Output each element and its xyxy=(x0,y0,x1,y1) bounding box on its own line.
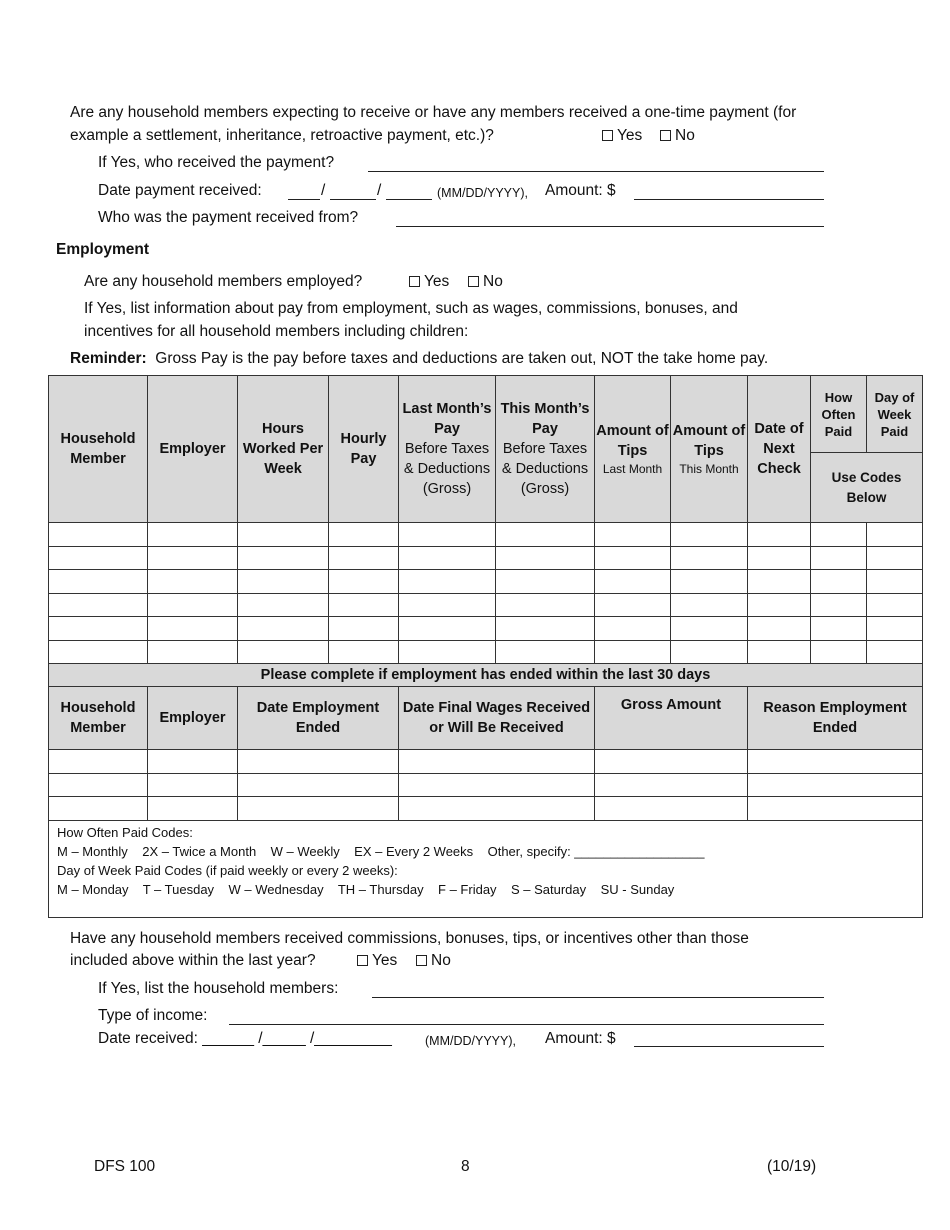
table-cell[interactable] xyxy=(49,640,148,664)
table-cell[interactable] xyxy=(496,617,595,641)
date-received-format: (MM/DD/YYYY), xyxy=(425,1034,516,1048)
table-cell[interactable] xyxy=(238,797,399,821)
commissions-amount-field[interactable] xyxy=(634,1046,824,1047)
who-received-label: If Yes, who received the payment? xyxy=(98,154,335,171)
table-cell[interactable] xyxy=(49,593,148,617)
table-cell[interactable] xyxy=(399,546,496,570)
table-cell[interactable] xyxy=(49,750,148,774)
reminder-label: Reminder: xyxy=(70,350,147,367)
table-cell[interactable] xyxy=(496,593,595,617)
employed-no-option[interactable] xyxy=(468,272,503,292)
employment-heading: Employment xyxy=(56,241,150,258)
table-cell[interactable] xyxy=(671,640,748,664)
ended-employment-table xyxy=(48,663,923,918)
page-number: 8 xyxy=(461,1158,470,1175)
table-row xyxy=(49,750,923,774)
table-cell[interactable] xyxy=(748,523,811,547)
yes-checkbox[interactable] xyxy=(357,955,368,966)
tips-last-title: Amount of Tips xyxy=(596,423,669,459)
col-next-check: Date of Next Check xyxy=(748,376,811,523)
no-checkbox[interactable] xyxy=(468,276,479,287)
table-cell[interactable] xyxy=(399,750,595,774)
date-payment-label: Date payment received: xyxy=(98,182,262,199)
col-tips-last-month xyxy=(595,376,671,523)
table-cell[interactable] xyxy=(811,546,867,570)
table-cell[interactable] xyxy=(867,593,923,617)
table-cell[interactable] xyxy=(238,750,399,774)
table-cell[interactable] xyxy=(49,523,148,547)
table-row xyxy=(49,640,923,664)
table-row xyxy=(49,593,923,617)
col-how-often-paid: How Often Paid xyxy=(811,376,867,453)
table-cell[interactable] xyxy=(399,773,595,797)
table-cell[interactable] xyxy=(148,640,238,664)
reminder-line xyxy=(70,349,768,369)
table-cell[interactable] xyxy=(595,797,748,821)
list-members-label: If Yes, list the household members: xyxy=(98,980,339,997)
table-cell[interactable] xyxy=(49,797,148,821)
table-cell[interactable] xyxy=(329,523,399,547)
table-cell[interactable] xyxy=(867,546,923,570)
table-cell[interactable] xyxy=(595,523,671,547)
table-cell[interactable] xyxy=(748,546,811,570)
table-cell[interactable] xyxy=(238,546,329,570)
use-codes-note: Use Codes Below xyxy=(811,453,923,523)
col-hourly-pay: Hourly Pay xyxy=(329,376,399,523)
table-cell[interactable] xyxy=(238,570,329,594)
table-cell[interactable] xyxy=(671,593,748,617)
table-cell[interactable] xyxy=(595,617,671,641)
table-cell[interactable] xyxy=(496,570,595,594)
no-label: No xyxy=(483,273,503,290)
table-cell[interactable] xyxy=(595,640,671,664)
form-revision: (10/19) xyxy=(767,1158,817,1175)
payment-from-field[interactable] xyxy=(396,226,824,227)
tips-last-subtitle: Last Month xyxy=(602,462,663,476)
table-row xyxy=(49,570,923,594)
table-cell[interactable] xyxy=(748,570,811,594)
table-cell[interactable] xyxy=(867,523,923,547)
last-month-title: Last Month’s Pay xyxy=(402,401,492,437)
table-cell[interactable] xyxy=(49,617,148,641)
one-time-question-line1: Are any household members expecting to receive or have any members received a one-time payment (for xyxy=(70,104,797,121)
table-cell[interactable] xyxy=(748,617,811,641)
yes-label: Yes xyxy=(424,273,450,290)
table-cell[interactable] xyxy=(811,593,867,617)
col-tips-this-month xyxy=(671,376,748,523)
table-cell[interactable] xyxy=(49,570,148,594)
table-cell[interactable] xyxy=(329,617,399,641)
ended-col-gross-amount: Gross Amount xyxy=(595,687,748,750)
ended-employment-banner: Please complete if employment has ended within the last 30 days xyxy=(49,664,923,687)
this-month-subtitle: Before Taxes & Deductions (Gross) xyxy=(501,441,589,497)
table-row xyxy=(49,546,923,570)
table-cell[interactable] xyxy=(867,570,923,594)
table-cell[interactable] xyxy=(671,570,748,594)
income-type-field[interactable] xyxy=(229,1024,824,1025)
commissions-yes-option[interactable] xyxy=(357,951,397,971)
date-day-field[interactable] xyxy=(330,199,376,200)
col-last-month-pay xyxy=(399,376,496,523)
tips-this-subtitle: This Month xyxy=(679,462,739,476)
date-format-hint: (MM/DD/YYYY), xyxy=(437,186,528,200)
employment-pay-table xyxy=(48,375,923,664)
table-cell[interactable] xyxy=(399,797,595,821)
table-row xyxy=(49,617,923,641)
table-cell[interactable] xyxy=(496,523,595,547)
this-month-title: This Month’s Pay xyxy=(500,401,590,437)
table-cell[interactable] xyxy=(148,546,238,570)
yes-label: Yes xyxy=(617,127,643,144)
table-cell[interactable] xyxy=(238,523,329,547)
how-often-codes-title: How Often Paid Codes: xyxy=(57,824,193,840)
form-number: DFS 100 xyxy=(94,1158,156,1175)
table-cell[interactable] xyxy=(867,617,923,641)
amount-label: Amount: $ xyxy=(545,182,616,199)
amount-field[interactable] xyxy=(634,199,824,200)
commissions-question-line1: Have any household members received commissions, bonuses, tips, or incentives other than those xyxy=(70,930,749,947)
employment-instructions-line1: If Yes, list information about pay from employment, such as wages, commissions, bonuses, and xyxy=(84,300,738,317)
date-year-field[interactable] xyxy=(386,199,432,200)
table-cell[interactable] xyxy=(148,593,238,617)
commissions-question-line2: included above within the last year? xyxy=(70,952,316,969)
table-cell[interactable] xyxy=(148,773,238,797)
table-row xyxy=(49,797,923,821)
table-cell[interactable] xyxy=(867,640,923,664)
table-cell[interactable] xyxy=(148,570,238,594)
how-often-codes-list: M – Monthly 2X – Twice a Month W – Weekly EX – Every 2 Weeks Other, specify: __________________ xyxy=(57,843,705,859)
yes-checkbox[interactable] xyxy=(409,276,420,287)
table-cell[interactable] xyxy=(811,523,867,547)
table-cell[interactable] xyxy=(238,593,329,617)
table-cell[interactable] xyxy=(748,640,811,664)
table-cell[interactable] xyxy=(148,797,238,821)
table-cell[interactable] xyxy=(49,773,148,797)
no-checkbox[interactable] xyxy=(660,130,671,141)
table-cell[interactable] xyxy=(399,523,496,547)
table-cell[interactable] xyxy=(671,546,748,570)
table-cell[interactable] xyxy=(496,546,595,570)
table-cell[interactable] xyxy=(748,750,923,774)
table-cell[interactable] xyxy=(496,640,595,664)
employment-instructions-line2: incentives for all household members including children: xyxy=(84,323,469,340)
date-slash-2: / xyxy=(377,182,382,199)
yes-checkbox[interactable] xyxy=(602,130,613,141)
tips-this-title: Amount of Tips xyxy=(672,423,746,459)
col-hours-worked: Hours Worked Per Week xyxy=(238,376,329,523)
employed-yes-option[interactable] xyxy=(409,272,449,292)
table-cell[interactable] xyxy=(49,546,148,570)
ended-col-reason: Reason Employment Ended xyxy=(748,687,923,750)
table-cell[interactable] xyxy=(148,523,238,547)
table-cell[interactable] xyxy=(811,570,867,594)
employed-question: Are any household members employed? xyxy=(84,273,363,290)
table-cell[interactable] xyxy=(811,640,867,664)
no-label: No xyxy=(431,952,451,969)
table-cell[interactable] xyxy=(238,640,329,664)
table-row xyxy=(49,523,923,547)
ended-col-household-member: Household Member xyxy=(49,687,148,750)
table-cell[interactable] xyxy=(399,640,496,664)
table-cell[interactable] xyxy=(329,570,399,594)
payment-from-label: Who was the payment received from? xyxy=(98,209,359,226)
table-cell[interactable] xyxy=(595,570,671,594)
table-cell[interactable] xyxy=(671,617,748,641)
table-cell[interactable] xyxy=(595,750,748,774)
table-row xyxy=(49,773,923,797)
col-household-member: Household Member xyxy=(49,376,148,523)
table-cell[interactable] xyxy=(238,617,329,641)
table-cell[interactable] xyxy=(148,617,238,641)
table-cell[interactable] xyxy=(671,523,748,547)
table-cell[interactable] xyxy=(748,797,923,821)
no-label: No xyxy=(675,127,695,144)
table-cell[interactable] xyxy=(399,570,496,594)
reminder-text: Gross Pay is the pay before taxes and deductions are taken out, NOT the take home pay. xyxy=(155,350,769,367)
table-cell[interactable] xyxy=(748,593,811,617)
table-cell[interactable] xyxy=(595,773,748,797)
col-day-of-week-paid: Day of Week Paid xyxy=(867,376,923,453)
table-cell[interactable] xyxy=(811,617,867,641)
table-cell[interactable] xyxy=(329,640,399,664)
table-cell[interactable] xyxy=(238,773,399,797)
col-employer: Employer xyxy=(148,376,238,523)
one-time-no-option[interactable] xyxy=(660,126,695,146)
no-checkbox[interactable] xyxy=(416,955,427,966)
day-codes-title: Day of Week Paid Codes (if paid weekly or every 2 weeks): xyxy=(57,862,398,878)
one-time-question-line2: example a settlement, inheritance, retroactive payment, etc.)? xyxy=(70,127,494,144)
yes-label: Yes xyxy=(372,952,398,969)
paid-codes-legend xyxy=(49,820,923,917)
table-cell[interactable] xyxy=(595,593,671,617)
income-type-label: Type of income: xyxy=(98,1007,208,1024)
table-cell[interactable] xyxy=(329,546,399,570)
ended-col-final-wages: Date Final Wages Received or Will Be Received xyxy=(399,687,595,750)
date-month-field[interactable] xyxy=(288,199,320,200)
table-cell[interactable] xyxy=(748,773,923,797)
ended-col-date-ended: Date Employment Ended xyxy=(238,687,399,750)
ended-col-employer: Employer xyxy=(148,687,238,750)
commissions-amount-label: Amount: $ xyxy=(545,1030,616,1047)
table-cell[interactable] xyxy=(399,593,496,617)
list-members-field[interactable] xyxy=(372,997,824,998)
date-received-label[interactable]: Date received: ______ /_____ /_________ xyxy=(98,1030,392,1047)
last-month-subtitle: Before Taxes & Deductions (Gross) xyxy=(403,441,491,497)
commissions-no-option[interactable] xyxy=(416,951,451,971)
table-cell[interactable] xyxy=(329,593,399,617)
day-codes-list: M – Monday T – Tuesday W – Wednesday TH – Thursday F – Friday S – Saturday SU - Sunday xyxy=(57,881,675,897)
table-cell[interactable] xyxy=(399,617,496,641)
date-slash-1: / xyxy=(321,182,326,199)
table-cell[interactable] xyxy=(595,546,671,570)
who-received-field[interactable] xyxy=(368,171,824,172)
col-this-month-pay xyxy=(496,376,595,523)
table-cell[interactable] xyxy=(148,750,238,774)
one-time-yes-option[interactable] xyxy=(602,126,642,146)
